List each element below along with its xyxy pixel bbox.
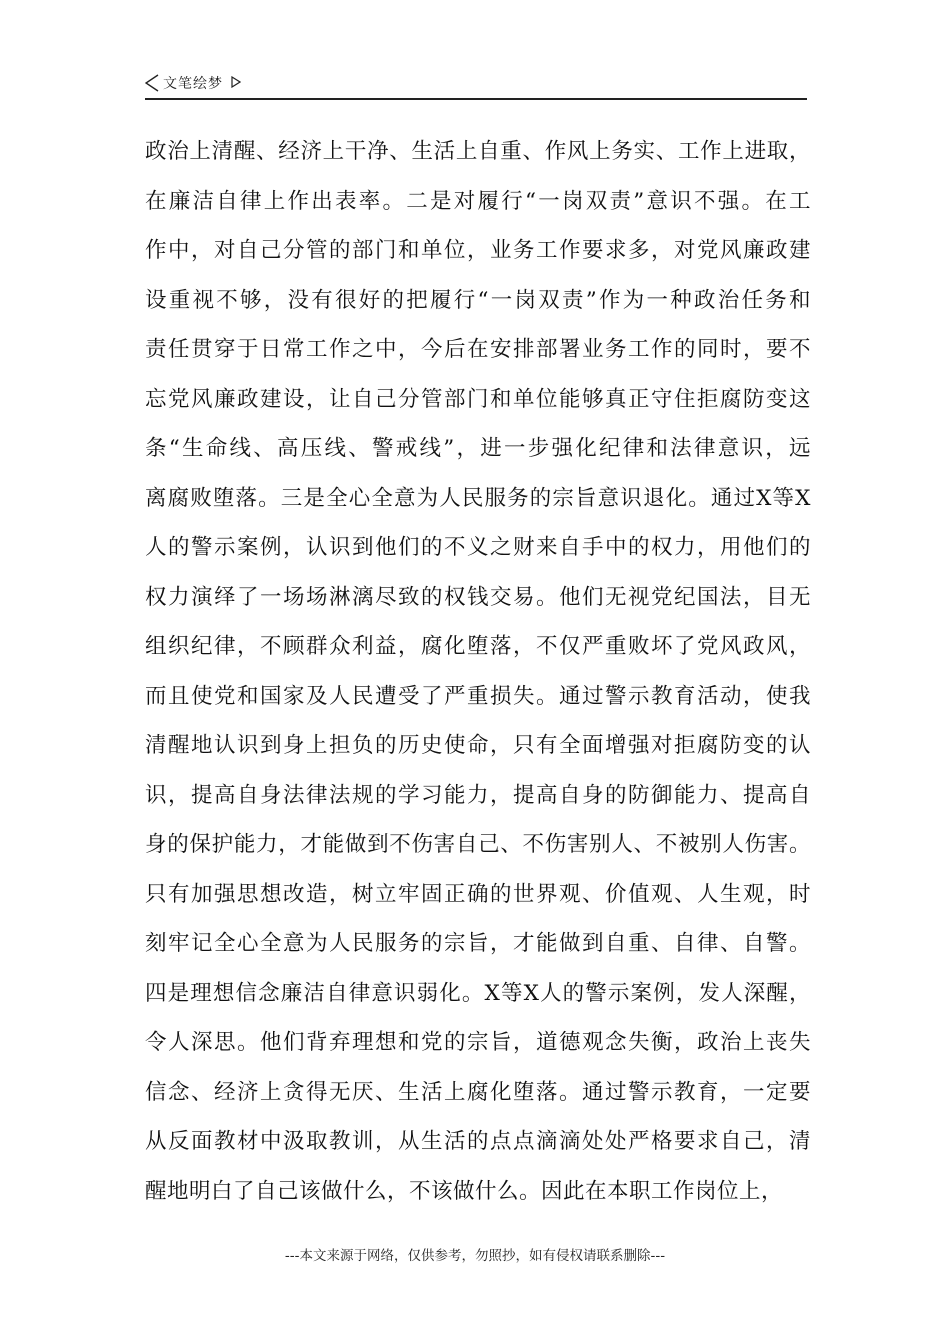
- text-line: 人的警示案例，认识到他们的不义之财来自手中的权力，用他们的: [145, 535, 811, 560]
- text-line: 条“生命线、高压线、警戒线”，进一步强化纪律和法律意识，远: [145, 436, 811, 461]
- text-line: 责任贯穿于日常工作之中，今后在安排部署业务工作的同时，要不: [145, 337, 811, 362]
- text-line: 四是理想信念廉洁自律意识弱化。X等X人的警示案例，发人深醒，: [145, 980, 811, 1006]
- text-line: 身的保护能力，才能做到不伤害自己、不伤害别人、不被别人伤害。: [145, 832, 811, 857]
- text-line: 政治上清醒、经济上干净、生活上自重、作风上务实、工作上进取，: [145, 139, 811, 164]
- text-line: 只有加强思想改造，树立牢固正确的世界观、价值观、人生观，时: [145, 881, 811, 907]
- text-line: 刻牢记全心全意为人民服务的宗旨，才能做到自重、自律、自警。: [145, 931, 811, 956]
- text-line: 从反面教材中汲取教训，从生活的点点滴滴处处严格要求自己，清: [145, 1129, 811, 1154]
- text-line: 设重视不够，没有很好的把履行“一岗双责”作为一种政治任务和: [145, 287, 811, 313]
- page-header: [145, 72, 807, 100]
- text-line: 而且使党和国家及人民遭受了严重损失。通过警示教育活动，使我: [145, 683, 811, 709]
- text-line: 令人深思。他们背弃理想和党的宗旨，道德观念失衡，政治上丧失: [145, 1030, 811, 1055]
- footer-disclaimer: ---本文来源于网络，仅供参考，勿照抄，如有侵权请联系删除---: [284, 1248, 666, 1264]
- text-line: 在廉洁自律上作出表率。二是对履行“一岗双责”意识不强。在工: [145, 188, 811, 214]
- left-triangle-outline-icon: [145, 74, 159, 92]
- text-line: 识，提高自身法律法规的学习能力，提高自身的防御能力、提高自: [145, 782, 811, 808]
- text-line: 组织纪律，不顾群众利益，腐化堕落，不仅严重败坏了党风政风，: [145, 634, 811, 659]
- text-line: 离腐败堕落。三是全心全意为人民服务的宗旨意识退化。通过X等X: [145, 485, 811, 511]
- text-line: 信念、经济上贪得无厌、生活上腐化堕落。通过警示教育，一定要: [145, 1079, 811, 1105]
- document-body: [145, 127, 811, 1216]
- text-line: 作中，对自己分管的部门和单位，业务工作要求多，对党风廉政建: [145, 238, 811, 263]
- right-triangle-outline-icon: [231, 76, 241, 88]
- text-line: 权力演绎了一场场淋漓尽致的权钱交易。他们无视党纪国法，目无: [145, 584, 811, 610]
- text-line: 清醒地认识到身上担负的历史使命，只有全面增强对拒腐防变的认: [145, 733, 811, 758]
- text-line: 醒地明白了自己该做什么，不该做什么。因此在本职工作岗位上，: [145, 1178, 784, 1204]
- header-title: 文笔绘梦: [163, 76, 223, 92]
- text-line: 忘党风廉政建设，让自己分管部门和单位能够真正守住拒腐防变这: [145, 386, 811, 412]
